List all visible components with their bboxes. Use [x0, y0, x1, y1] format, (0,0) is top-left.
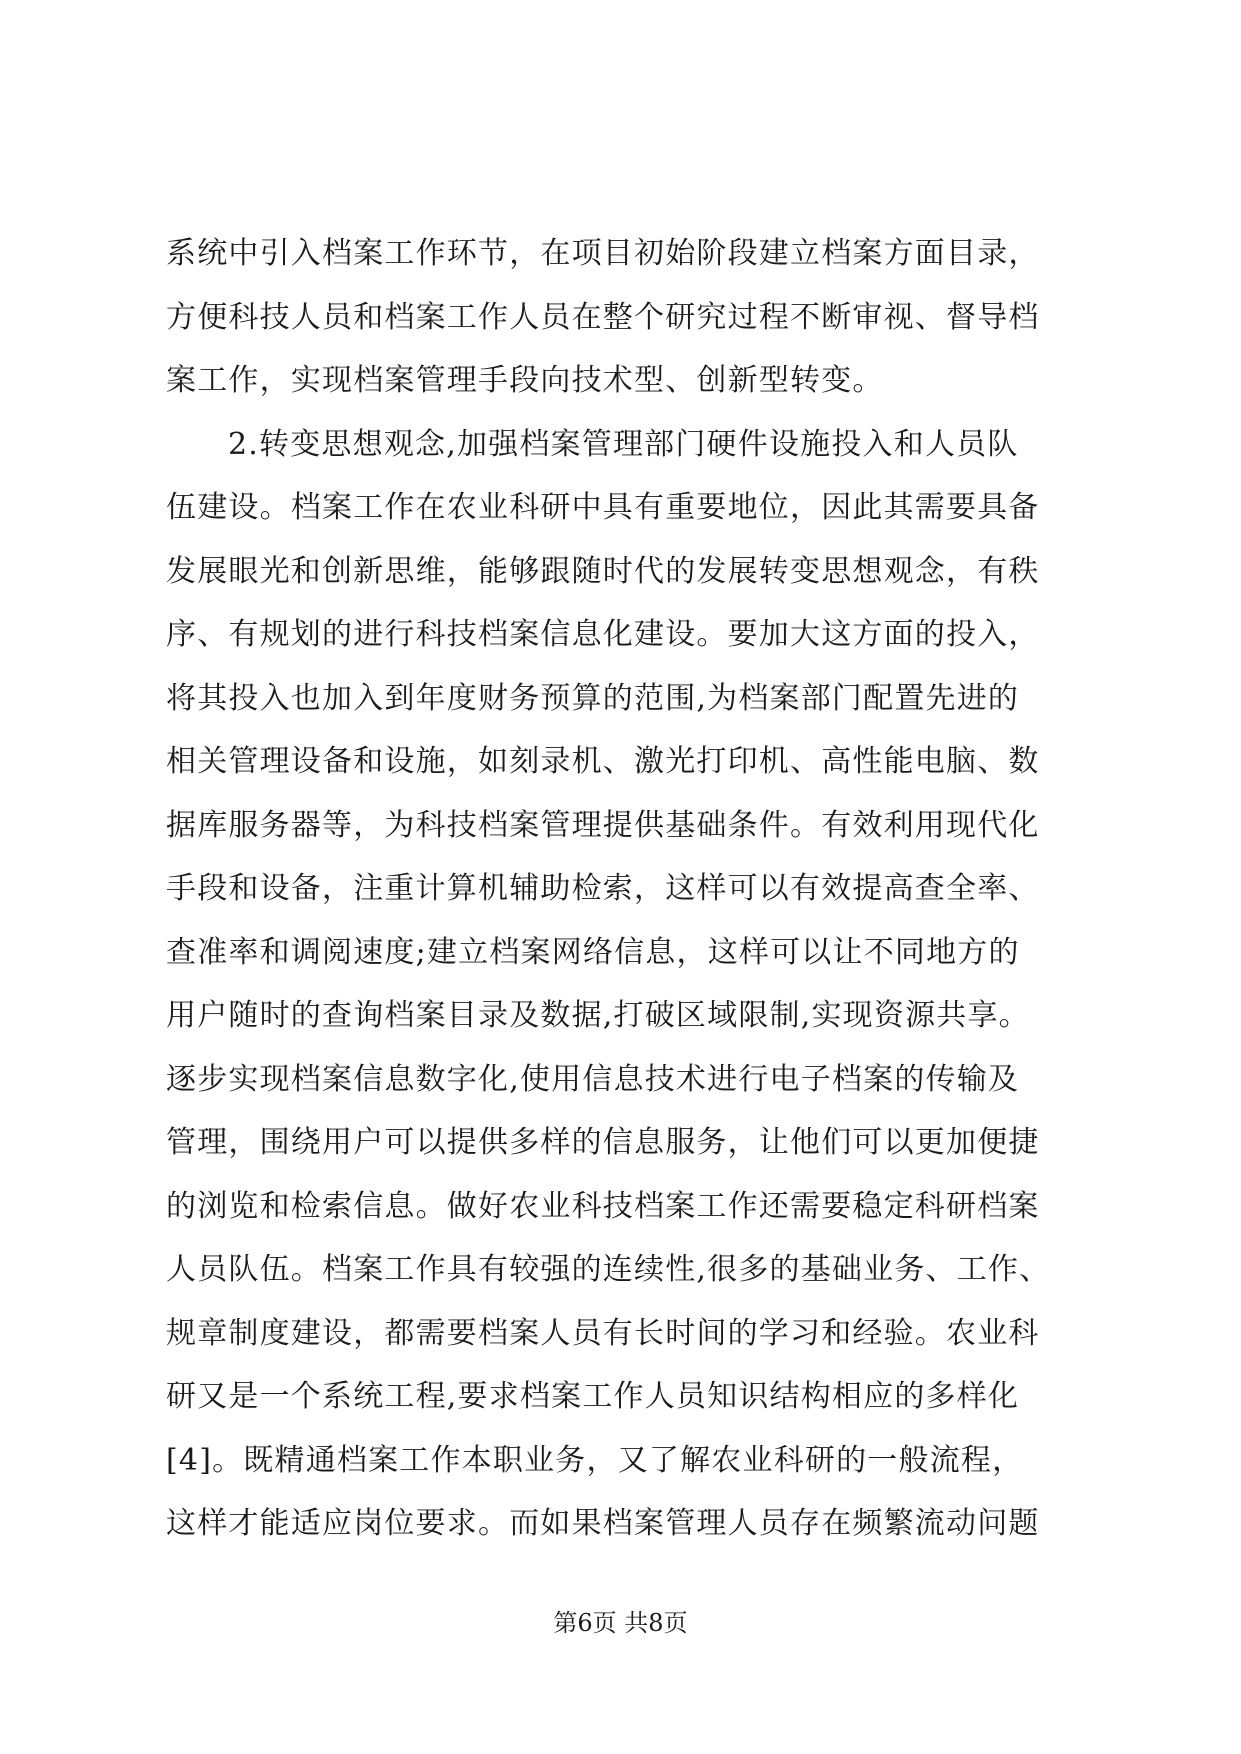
- text-line: 据库服务器等，为科技档案管理提供基础条件。有效利用现代化: [166, 807, 1040, 843]
- text-line: 研又是一个系统工程,要求档案工作人员知识结构相应的多样化: [166, 1379, 1020, 1414]
- body-text: [166, 222, 1106, 1556]
- text-line: 发展眼光和创新思维，能够跟随时代的发展转变思想观念，有秩: [166, 553, 1040, 589]
- text-line: 2.转变思想观念,加强档案管理部门硬件设施投入和人员队: [228, 426, 1019, 462]
- text-line: 系统中引入档案工作环节，在项目初始阶段建立档案方面目录，: [166, 236, 1040, 271]
- text-line: 逐步实现档案信息数字化,使用信息技术进行电子档案的传输及: [166, 1061, 1020, 1097]
- text-line: 的浏览和检索信息。做好农业科技档案工作还需要稳定科研档案: [166, 1188, 1040, 1224]
- text-line: [4]。既精通档案工作本职业务，又了解农业科研的一般流程，: [166, 1442, 1024, 1478]
- text-line: 将其投入也加入到年度财务预算的范围,为档案部门配置先进的: [166, 680, 1020, 716]
- text-line: 方便科技人员和档案工作人员在整个研究过程不断审视、督导档: [166, 299, 1040, 335]
- text-line: 查准率和调阅速度;建立档案网络信息，这样可以让不同地方的: [166, 934, 1020, 970]
- text-line: 手段和设备，注重计算机辅助检索，这样可以有效提高查全率、: [166, 871, 1040, 906]
- text-line: 这样才能适应岗位要求。而如果档案管理人员存在频繁流动问题: [166, 1506, 1040, 1541]
- text-line: 人员队伍。档案工作具有较强的连续性,很多的基础业务、工作、: [166, 1252, 1051, 1287]
- text-line: 用户随时的查询档案目录及数据,打破区域限制,实现资源共享。: [166, 998, 1030, 1033]
- text-line: 序、有规划的进行科技档案信息化建设。要加大这方面的投入，: [166, 617, 1040, 652]
- text-line: 案工作，实现档案管理手段向技术型、创新型转变。: [166, 363, 884, 398]
- text-line: 管理，围绕用户可以提供多样的信息服务，让他们可以更加便捷: [166, 1125, 1040, 1160]
- text-line: 伍建设。档案工作在农业科研中具有重要地位，因此其需要具备: [166, 490, 1040, 525]
- text-line: 相关管理设备和设施，如刻录机、激光打印机、高性能电脑、数: [166, 744, 1040, 779]
- text-line: 规章制度建设，都需要档案人员有长时间的学习和经验。农业科: [166, 1315, 1040, 1351]
- page-number-footer: 第6页 共8页: [553, 1609, 688, 1637]
